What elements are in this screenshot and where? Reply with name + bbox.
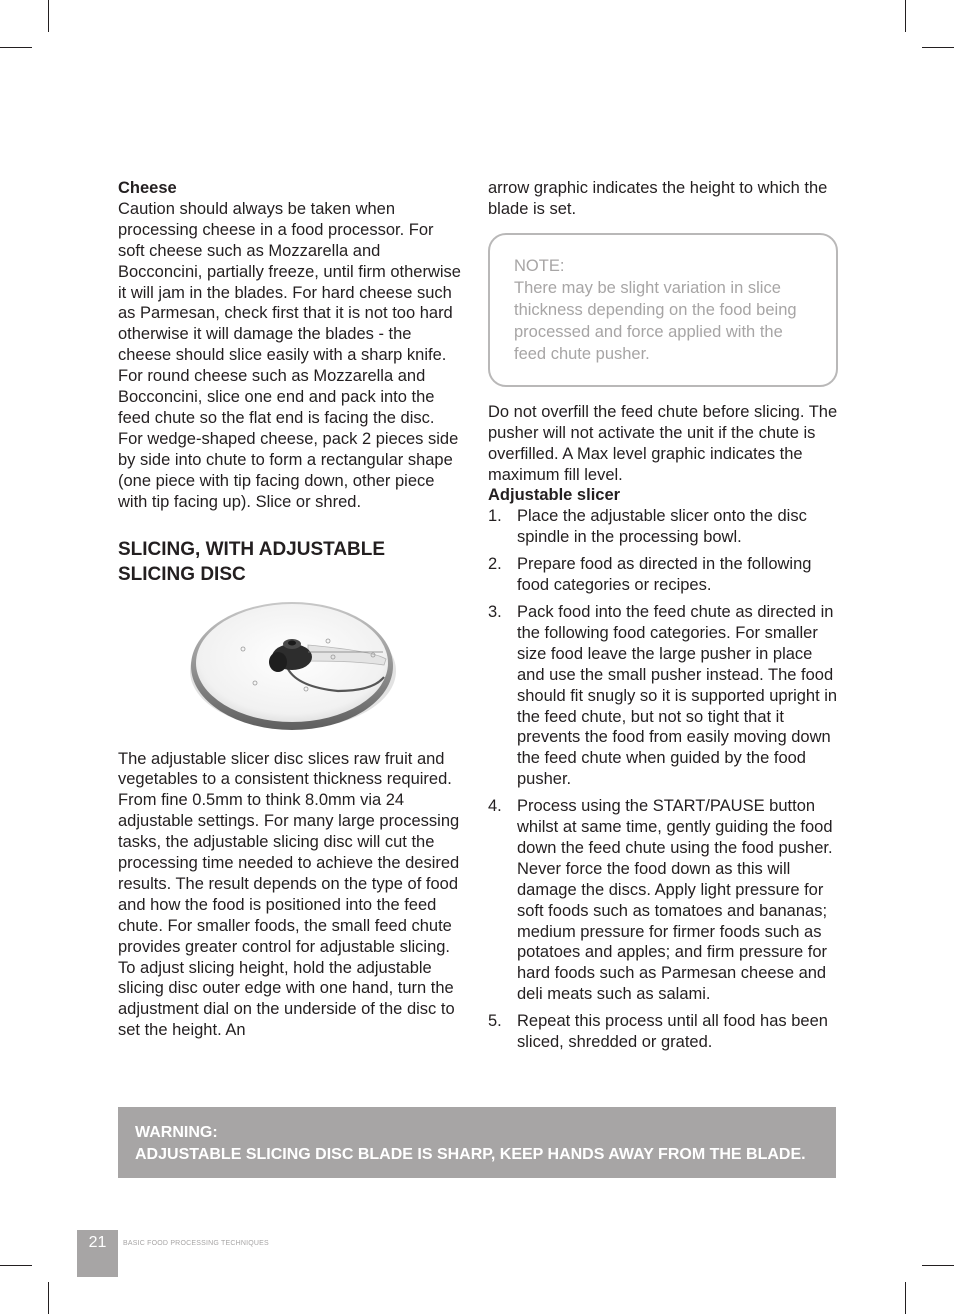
note-label: NOTE: [514, 256, 565, 275]
step-number: 2. [488, 555, 502, 574]
left-column [118, 178, 463, 1041]
crop-mark [905, 0, 906, 32]
page-number: 21 [77, 1230, 118, 1277]
warning-text: ADJUSTABLE SLICING DISC BLADE IS SHARP, KEEP HANDS AWAY FROM THE BLADE. [135, 1146, 806, 1163]
slicing-paragraph-continued: arrow graphic indicates the height to which the blade is set. [488, 179, 828, 218]
step-text: Prepare food as directed in the following food categories or recipes. [517, 555, 812, 595]
note-text: There may be slight variation in slice thickness depending on the food being processed and force applied with the feed chute pusher. [514, 278, 797, 363]
slicing-title-line1: SLICING, WITH ADJUSTABLE [118, 538, 386, 560]
slicing-title-line2: SLICING DISC [118, 563, 246, 585]
step-text: Process using the START/PAUSE button whilst at same time, gently guiding the food down the feed chute using the food pusher. Never force the food down as this will damage the discs. Apply light pressure for soft foods such as tomatoes and bananas; medium pressure for firmer foods such as potatoes and apples; and firm pressure for hard foods such as Parmesan cheese and deli meats such as salami. [517, 797, 833, 1004]
crop-mark [48, 1282, 49, 1314]
list-item [488, 796, 838, 1005]
list-item [488, 554, 838, 596]
adjustable-slicing-disc-image [188, 599, 398, 731]
crop-mark [0, 1265, 32, 1266]
adjustable-slicer-heading: Adjustable slicer [488, 486, 621, 505]
crop-mark [48, 0, 49, 32]
overfill-paragraph: Do not overfill the feed chute before slicing. The pusher will not activate the unit if the chute is overfilled. A Max level graphic indicates the maximum fill level. [488, 402, 838, 484]
right-column [488, 178, 838, 1059]
step-number: 5. [488, 1012, 502, 1031]
step-number: 4. [488, 797, 502, 816]
step-text: Pack food into the feed chute as directed in the following food categories. For smaller size food leave the large pusher in place and use the small pusher instead. The food should fit snugly so it is supported upright in the feed chute, but not so tight that it prevents the food from easily moving down the feed chute when guided by the food pusher. [517, 602, 838, 789]
step-number: 3. [488, 602, 502, 621]
step-text: Repeat this process until all food has been sliced, shredded or grated. [517, 1012, 828, 1052]
cheese-paragraph: Caution should always be taken when processing cheese in a food processor. For soft cheese such as Mozzarella and Bocconcini, partially freeze, until firm otherwise it will jam in the blades. For hard cheese such as Parmesan, check first that it is not too hard otherwise it will damage the blades - the cheese should slice easily with a sharp knife. For round cheese such as Mozzarella and Bocconcini, slice one end and pack into the feed chute so the flat end is facing the disc. For wedge-shaped cheese, pack 2 pieces side by side into chute to form a rectangular shape (one piece with tip facing down, other piece with tip facing up). Slice or shred. [118, 199, 461, 511]
warning-banner [118, 1107, 836, 1178]
footer-section-label: BASIC FOOD PROCESSING TECHNIQUES [123, 1240, 269, 1247]
step-number: 1. [488, 507, 502, 526]
cheese-heading: Cheese [118, 179, 177, 197]
adjustable-slicer-steps [488, 506, 838, 1053]
crop-mark [0, 47, 32, 48]
list-item [488, 1011, 838, 1053]
list-item [488, 602, 838, 790]
slicing-paragraph: The adjustable slicer disc slices raw fruit and vegetables to a consistent thickness required. From fine 0.5mm to think 8.0mm via 24 adjustable settings. For many large processing tasks, the adjustable slicing disc will cut the processing time needed to achieve the desired results. The result depends on the type of food and how the food is positioned into the feed chute. For smaller foods, the small feed chute provides greater control for adjustable slicing. To adjust slicing height, hold the adjustable slicing disc outer edge with one hand, turn the adjustment dial on the underside of the disc to set the height. An [118, 749, 460, 1040]
crop-mark [905, 1282, 906, 1314]
warning-label: WARNING: [135, 1124, 218, 1141]
crop-mark [922, 1265, 954, 1266]
list-item [488, 506, 838, 548]
step-text: Place the adjustable slicer onto the disc spindle in the processing bowl. [517, 507, 807, 547]
note-box [488, 233, 838, 387]
slicing-section-title [118, 537, 463, 587]
crop-mark [922, 47, 954, 48]
